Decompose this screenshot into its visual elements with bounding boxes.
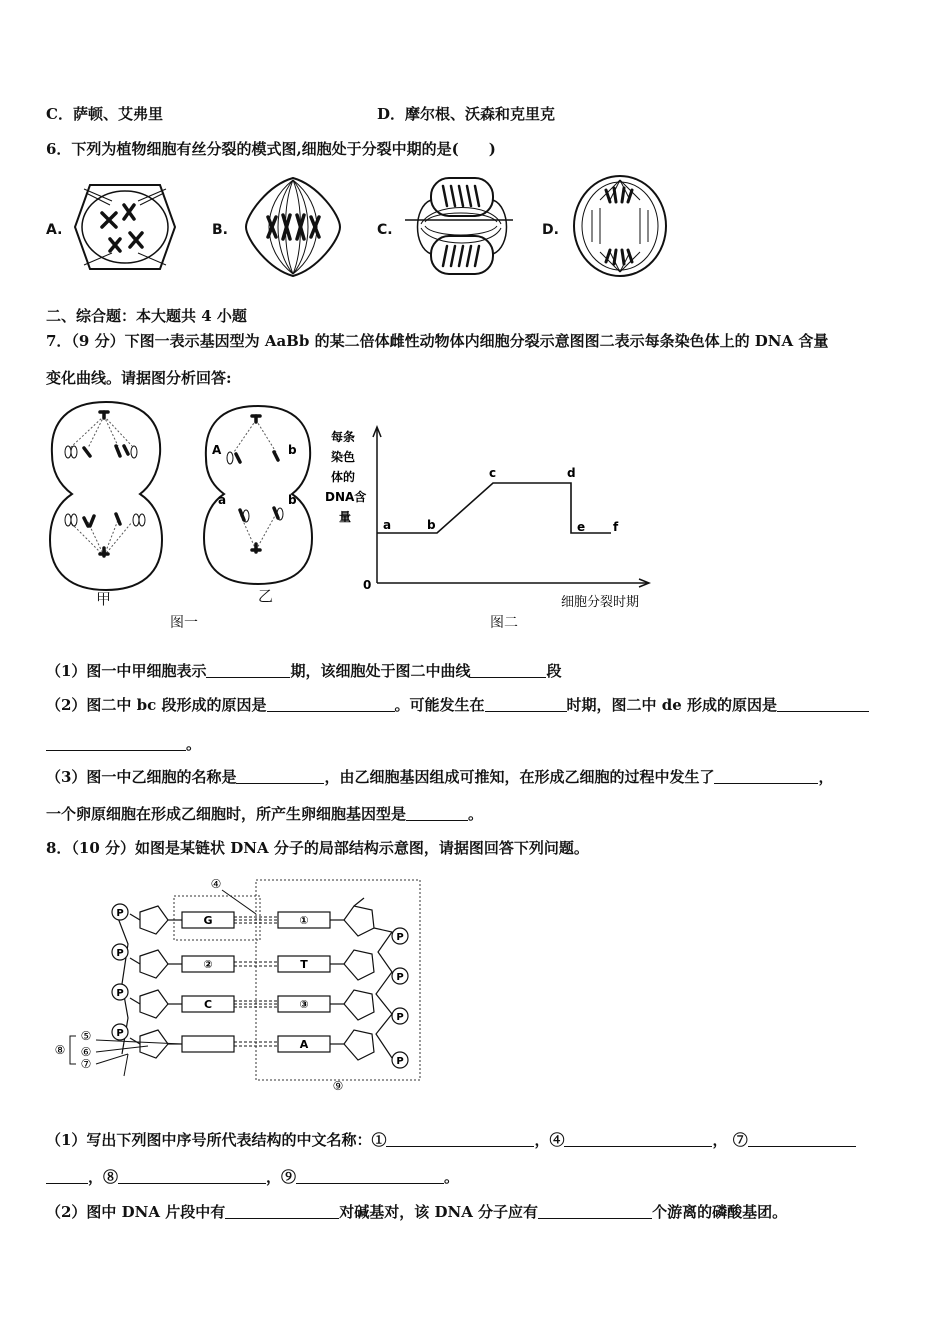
q7-sub2-line2: 。 (46, 733, 201, 754)
question-7-stem-line2: 变化曲线。请据图分析回答: (46, 369, 232, 387)
cell-diagram-d (570, 172, 670, 280)
q8-sub1: （1）写出下列图中序号所代表结构的中文名称：① ，④ ， ⑦ (46, 1129, 856, 1150)
figure1-cell-jia (44, 398, 168, 594)
phosphate-label-3: P (116, 988, 124, 999)
section-2-title: 二、综合题：本大题共 4 小题 (46, 307, 247, 325)
q7-sub1-blank2[interactable] (470, 662, 546, 678)
marker-5: ⑤ (80, 1029, 92, 1043)
q6-option-b-label: B. (212, 222, 228, 238)
question-6-stem: 6．下列为植物细胞有丝分裂的模式图,细胞处于分裂中期的是( ) (46, 140, 496, 158)
option-c: C．萨顿、艾弗里 (46, 105, 163, 123)
phosphate-label-7: P (396, 1012, 404, 1023)
phosphate-label-5: P (396, 932, 404, 943)
point-b: b (427, 518, 436, 532)
marker-8: ⑧ (54, 1043, 66, 1057)
phosphate-label-6: P (396, 972, 404, 983)
point-f: f (613, 520, 619, 534)
q7-sub3-blank2[interactable] (714, 768, 818, 784)
q7-sub3-blank1[interactable] (236, 768, 324, 784)
figure1-caption: 图一 (170, 615, 198, 631)
q7-sub3-blank3[interactable] (406, 805, 468, 821)
q6-option-a-label: A. (46, 222, 63, 238)
q7-sub1: （1）图一中甲细胞表示 期，该细胞处于图二中曲线 段 (46, 662, 562, 680)
q8-sub2-blank2[interactable] (538, 1203, 652, 1219)
gene-label-b-top: b (288, 443, 297, 457)
point-e: e (577, 520, 586, 534)
y-label-2: 体的 (331, 470, 356, 484)
figure1-yi-label: 乙 (258, 587, 274, 605)
origin-label: 0 (363, 578, 372, 592)
q8-sub1-blank9[interactable] (296, 1168, 444, 1184)
marker-9: ⑨ (332, 1079, 344, 1093)
marker-7: ⑦ (80, 1057, 92, 1071)
q7-sub2: （2）图二中 bc 段形成的原因是 。可能发生在 时期，图二中 de 形成的原因是 (46, 694, 869, 715)
q7-sub3: （3）图一中乙细胞的名称是 ，由乙细胞基因组成可推知，在形成乙细胞的过程中发生了 ， (46, 768, 834, 786)
q8-sub1-blank7[interactable] (748, 1131, 856, 1147)
y-label-3: DNA含 (325, 490, 367, 504)
q7-sub3-line2: 一个卵原细胞在形成乙细胞时，所产生卵细胞基因型是 。 (46, 805, 484, 823)
phosphate-label-2: P (116, 948, 124, 959)
phosphate-label-4: P (116, 1028, 124, 1039)
marker-4: ④ (210, 877, 222, 891)
point-c: c (489, 466, 497, 480)
q8-sub1-blank4[interactable] (564, 1131, 712, 1147)
gene-label-A: A (212, 443, 222, 457)
figure1-jia-label: 甲 (96, 590, 112, 608)
q8-sub1-blank7-continued[interactable] (46, 1168, 88, 1184)
gene-label-a: a (218, 493, 227, 507)
q7-sub2-blank2[interactable] (485, 696, 567, 712)
x-axis-label: 细胞分裂时期 (561, 595, 640, 610)
gene-label-b-bottom: b (288, 493, 297, 507)
q6-option-d-label: D. (542, 222, 559, 238)
base-left-2: ② (203, 958, 213, 971)
figure2-caption: 图二 (490, 615, 518, 631)
point-d: d (567, 466, 576, 480)
base-right-3: ③ (299, 998, 309, 1011)
y-label-0: 每条 (331, 430, 356, 444)
base-left-3: C (203, 998, 213, 1011)
figure1-cell-yi (200, 402, 316, 588)
marker-6: ⑥ (80, 1045, 92, 1059)
q8-sub2: （2）图中 DNA 片段中有 对碱基对，该 DNA 分子应有 个游离的磷酸基团。 (46, 1203, 788, 1221)
figure-dna-structure (48, 868, 428, 1093)
q8-sub1-blank1[interactable] (386, 1131, 534, 1147)
phosphate-label-8: P (396, 1056, 404, 1067)
question-7-stem-line1: 7．（9 分）下图一表示基因型为 AaBb 的某二倍体雌性动物体内细胞分裂示意图图二表示每条染色体上的 DNA 含量 (46, 332, 829, 350)
cell-diagram-a (72, 175, 178, 279)
figure2-dna-curve (325, 425, 660, 615)
q8-sub1-line2: ，⑧ ，⑨ 。 (46, 1166, 459, 1187)
option-d: D．摩尔根、沃森和克里克 (377, 105, 556, 123)
y-label-1: 染色 (331, 450, 356, 464)
cell-diagram-b (243, 175, 343, 279)
q8-sub2-blank1[interactable] (225, 1203, 339, 1219)
point-a: a (383, 518, 392, 532)
q7-sub2-blank1[interactable] (267, 696, 395, 712)
question-8-stem: 8．（10 分）如图是某链状 DNA 分子的局部结构示意图，请据图回答下列问题。 (46, 839, 589, 857)
q7-sub1-blank1[interactable] (206, 662, 290, 678)
base-right-1: ① (299, 914, 309, 927)
phosphate-label-1: P (116, 908, 124, 919)
y-label-4: 量 (339, 510, 352, 524)
q7-sub2-blank3[interactable] (777, 696, 869, 712)
base-left-1: G (203, 914, 213, 927)
q6-option-c-label: C. (377, 222, 393, 238)
base-right-2: T (300, 958, 308, 971)
base-right-4: A (299, 1038, 309, 1051)
q7-sub2-blank3-continued[interactable] (46, 735, 186, 751)
q8-sub1-blank8[interactable] (118, 1168, 266, 1184)
cell-diagram-c (403, 172, 515, 280)
